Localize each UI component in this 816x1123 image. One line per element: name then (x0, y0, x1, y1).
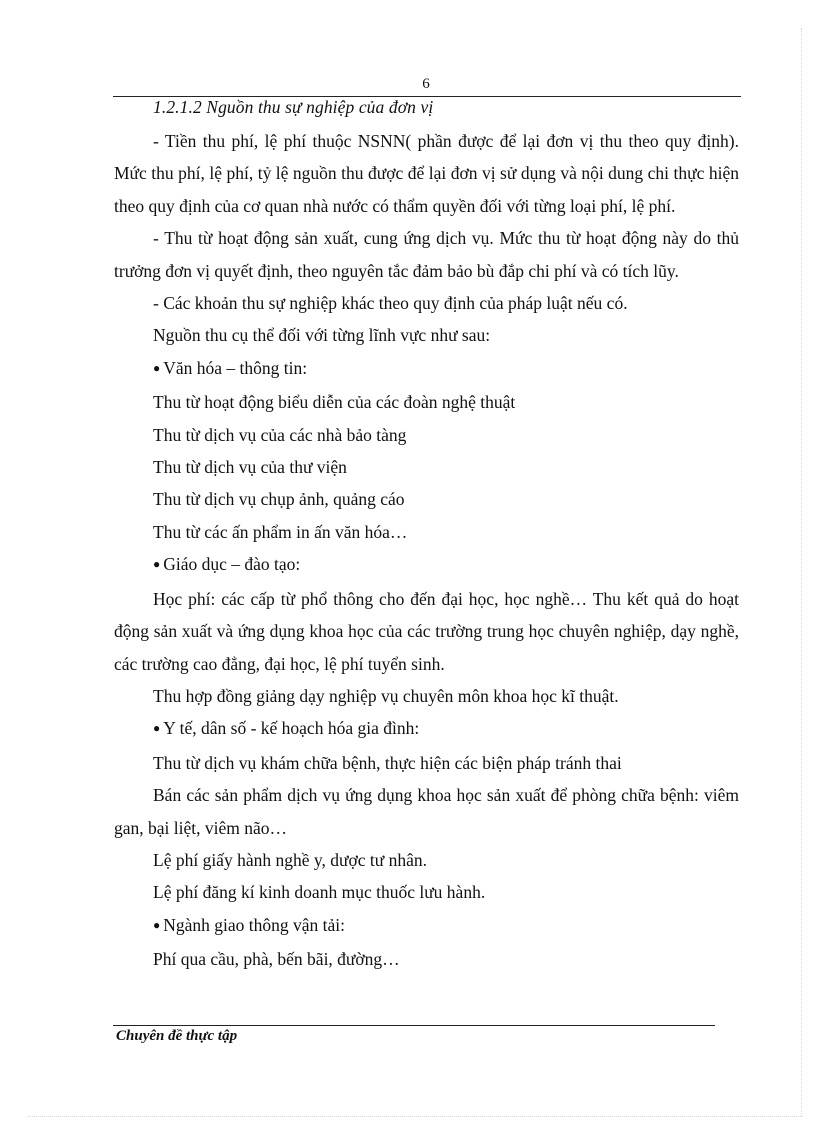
bullet-icon: ● (153, 360, 161, 375)
culture-line: Thu từ dịch vụ của các nhà bảo tàng (153, 424, 407, 445)
bullet-health-label: Y tế, dân số - kế hoạch hóa gia đình: (163, 718, 420, 739)
section-heading: 1.2.1.2 Nguồn thu sự nghiệp của đơn vị (153, 97, 434, 117)
bullet-education (114, 548, 739, 582)
paragraph-fee-revenue: - Tiền thu phí, lệ phí thuộc NSNN( phần được để lại đơn vị thu theo quy định). Mức thu phí, lệ phí, tỷ lệ nguồn thu được để lại đơn vị sử dụng và nội dung chi thực hiện theo quy định của cơ quan nhà nước có thẩm quyền đối với từng loại phí, lệ phí. (114, 131, 739, 216)
bullet-transport-label: Ngành giao thông vận tải: (163, 914, 346, 935)
paragraph-service-revenue: - Thu từ hoạt động sản xuất, cung ứng dịch vụ. Mức thu từ hoạt động này do thủ trưởng đơn vị quyết định, theo nguyên tắc đảm bảo bù đắp chi phí và có tích lũy. (114, 228, 739, 281)
bullet-culture (114, 352, 739, 386)
page-number: 6 (422, 76, 430, 92)
health-line: Thu từ dịch vụ khám chữa bệnh, thực hiện các biện pháp tránh thai (153, 752, 622, 773)
bullet-culture-label: Văn hóa – thông tin: (163, 357, 308, 378)
page-edge-right (801, 28, 802, 1116)
transport-line: Phí qua cầu, phà, bến bãi, đường… (153, 949, 400, 970)
culture-line: Thu từ hoạt động biểu diễn của các đoàn nghệ thuật (153, 392, 516, 413)
health-line: Lệ phí đăng kí kinh doanh mục thuốc lưu hành. (153, 882, 486, 903)
culture-line: Thu từ các ấn phẩm in ấn văn hóa… (153, 521, 408, 542)
paragraph-field-intro: Nguồn thu cụ thể đối với từng lĩnh vực như sau: (153, 325, 491, 346)
bullet-education-label: Giáo dục – đào tạo: (163, 554, 301, 575)
education-tuition-paragraph: Học phí: các cấp từ phổ thông cho đến đại học, học nghề… Thu kết quả do hoạt động sản xuất và ứng dụng khoa học của các trường trung học chuyên nghiệp, dạy nghề, các trường cao đẳng, đại học, lệ phí tuyển sinh. (114, 588, 739, 674)
health-line: Lệ phí giấy hành nghề y, dược tư nhân. (153, 849, 427, 870)
footer-divider (113, 1025, 715, 1026)
education-contract-line: Thu hợp đồng giảng dạy nghiệp vụ chuyên môn khoa học kĩ thuật. (153, 685, 619, 706)
footer-label: Chuyên đề thực tập (116, 1028, 238, 1044)
bullet-transport (114, 909, 739, 943)
culture-line: Thu từ dịch vụ của thư viện (153, 457, 347, 478)
bullet-icon: ● (153, 557, 161, 572)
paragraph-other-revenue: - Các khoản thu sự nghiệp khác theo quy định của pháp luật nếu có. (153, 293, 628, 314)
bullet-icon: ● (153, 721, 161, 736)
bullet-icon: ● (153, 917, 161, 932)
health-products-paragraph: Bán các sản phẩm dịch vụ ứng dụng khoa học sản xuất để phòng chữa bệnh: viêm gan, bại liệt, viêm não… (114, 785, 739, 838)
bullet-health (114, 712, 739, 746)
body-text (114, 125, 739, 976)
culture-line: Thu từ dịch vụ chụp ảnh, quảng cáo (153, 489, 405, 510)
page-edge-bottom (28, 1116, 803, 1117)
